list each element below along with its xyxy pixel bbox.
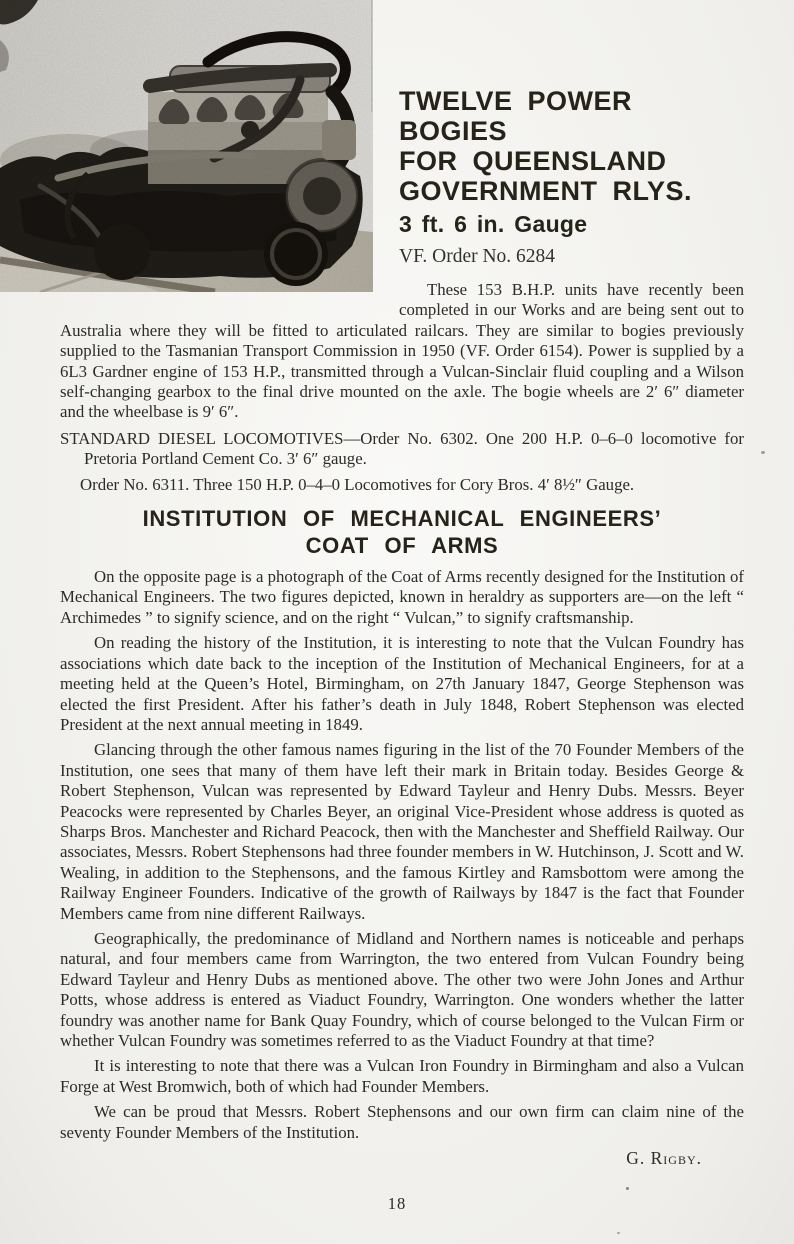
coat-paragraph-3: Glancing through the other famous names figuring in the list of the 70 Founder Members of the Institution, one sees that many of them have left their mark in Britain today. Besides George & Robert Stephenson, Vulcan was represented by Edward Tayleur and Henry Dubs. Messrs. Beyer Peacocks were represented by Charles Beyer, an original Vice-President whose address is quoted as Sharps Bros. Manchester and Richard Peacock, then with the Manchester and Sheffield Railway. Our associates, Messrs. Robert Stephensons had three founder members in W. Hutchinson, J. Scott and W. Wealing, in addition to the Stephensons, and the famous Kirtley and Ramsbottom were among the Railway Engineer Founders. Indicative of the growth of Railways by 1847 is the fact that Founder Members came from nine different Railways. [60, 740, 744, 923]
bogies-body-paragraph: These 153 B.H.P. units have recently been completed in our Works and are being sent out to Australia where they will be fitted to articulated railcars. They are similar to bogies previously supplied to the Tasmanian Transport Commission in 1950 (VF. Order 6154). Power is supplied by a 6L3 Gardner engine of 153 H.P., transmitted through a Vulcan-Sinclair fluid coupling and a Wilson self-changing gearbox to the final drive mounted on the axle. The bogie wheels are 2′ 6″ diameter and the wheelbase is 9′ 6″. [60, 280, 744, 422]
power-bogie-photo-image [0, 0, 373, 292]
diesel-locomotives-notice: STANDARD DIESEL LOCOMOTIVES—Order No. 6302. One 200 H.P. 0–6–0 locomotive for Pretoria Portland Cement Co. 3′ 6″ gauge. [60, 428, 744, 469]
scan-speck [626, 1187, 629, 1190]
coat-of-arms-title-line-1: INSTITUTION OF MECHANICAL ENGINEERS’ [142, 506, 662, 532]
page-number: 18 [387, 1194, 407, 1213]
coat-paragraph-1: On the opposite page is a photograph of the Coat of Arms recently designed for the Institution of Mechanical Engineers. The two figures depicted, known in heraldry as supporters are—on the left “ Archimedes ” to signify science, and on the right “ Vulcan,” to signify craftsmanship. [60, 567, 744, 627]
bogies-title-line-1: TWELVE POWER BOGIES [399, 86, 632, 146]
bogies-title-line-2: FOR QUEENSLAND [399, 146, 667, 176]
scan-speck [761, 451, 765, 454]
coat-paragraph-2: On reading the history of the Institution, it is interesting to note that the Vulcan Foundry has associations which date back to the inception of the Institution of Mechanical Engineers, for at a meeting held at the Queen’s Hotel, Birmingham, on 27th January 1847, George Stephenson was elected the first President. After his father’s death in July 1848, Robert Stephenson was elected President at the next annual meeting in 1849. [60, 633, 744, 734]
gauge-subtitle: 3 ft. 6 in. Gauge [399, 211, 588, 237]
scan-speck [617, 1232, 620, 1234]
order-reference: VF. Order No. 6284 [399, 246, 556, 267]
bogies-title-line-3: GOVERNMENT RLYS. [399, 176, 693, 206]
coat-paragraph-6: We can be proud that Messrs. Robert Stephensons and our own firm can claim nine of the seventy Founder Members of the Institution. [60, 1102, 744, 1142]
order-6311-notice: Order No. 6311. Three 150 H.P. 0–4–0 Locomotives for Cory Bros. 4′ 8½″ Gauge. [80, 474, 635, 494]
coat-of-arms-title [60, 505, 744, 559]
power-bogie-photo [0, 0, 373, 292]
coat-of-arms-title-line-2: COAT OF ARMS [305, 533, 499, 559]
coat-paragraph-4: Geographically, the predominance of Midland and Northern names is noticeable and perhaps natural, and four members came from Warrington, the two entered from Vulcan Foundry being Edward Tayleur and Henry Dubs as mentioned above. The other two were John Jones and Arthur Potts, whose address is entered as Viaduct Foundry, Warrington. One wonders whether the latter foundry was another name for Bank Quay Foundry, which of course belonged to the Vulcan Firm or whether Vulcan Foundry was sometimes referred to as the Viaduct Foundry at that time? [60, 928, 744, 1050]
coat-paragraph-5: It is interesting to note that there was a Vulcan Iron Foundry in Birmingham and also a Vulcan Forge at West Bromwich, both of which had Founder Members. [60, 1056, 744, 1096]
author-signature: G. Rigby. [626, 1148, 702, 1169]
